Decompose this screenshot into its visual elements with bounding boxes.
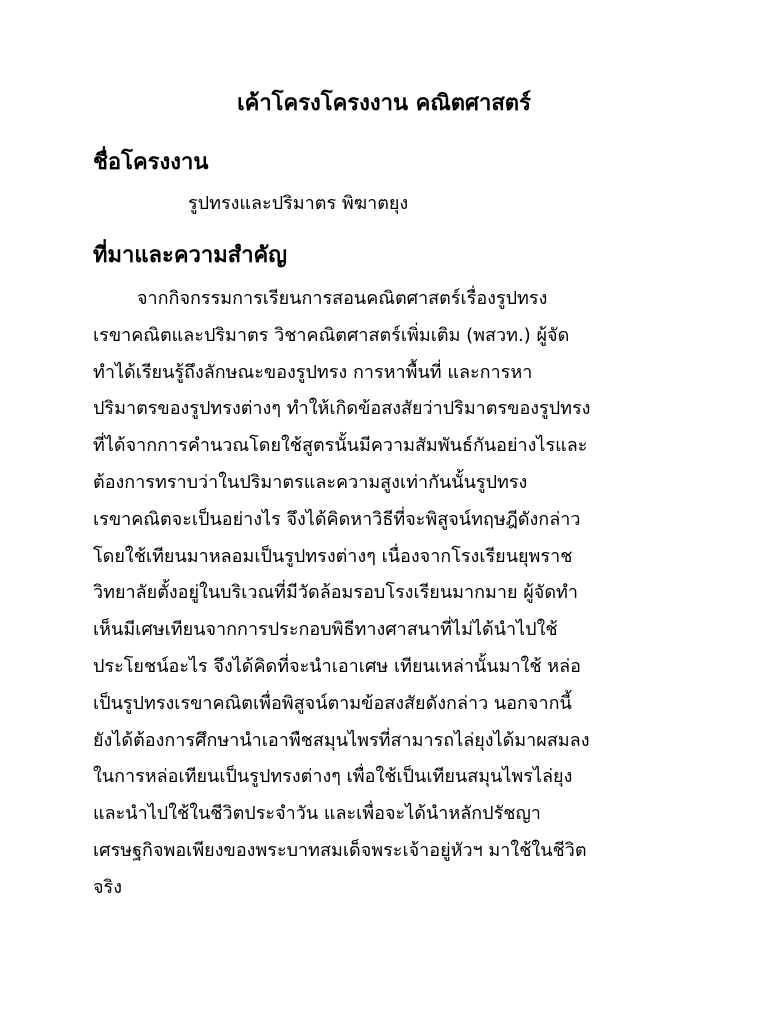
paragraph-line: และนำไปใช้ในชีวิตประจำวัน และเพื่อจะได้นำหลักปรัชญา: [93, 803, 541, 825]
paragraph-line: เรขาคณิตและปริมาตร วิชาคณิตศาสตร์เพิ่มเติม (พสวท.) ผู้จัด: [93, 324, 570, 346]
project-name-heading: ชื่อโครงงาน: [93, 150, 209, 175]
paragraph-line: ที่ได้จากการคำนวณโดยใช้สูตรนั้นมีความสัมพันธ์กันอย่างไรและ: [93, 435, 588, 457]
background-paragraph: [93, 281, 693, 907]
paragraph-line: จริง: [93, 876, 123, 898]
paragraph-line: ยังได้ต้องการศึกษานำเอาพืชสมุนไพรที่สามารถไล่ยุงได้มาผสมลง: [93, 729, 590, 751]
paragraph-line: โดยใช้เทียนมาหลอมเป็นรูปทรงต่างๆ เนื่องจากโรงเรียนยุพราช: [93, 545, 573, 567]
background-heading: ที่มาและความสำคัญ: [93, 243, 288, 268]
paragraph-line: เรขาคณิตจะเป็นอย่างไร จึงได้คิดหาวิธีที่จะพิสูจน์ทฤษฎีดังกล่าว: [93, 508, 581, 530]
paragraph-line: ทำได้เรียนรู้ถึงลักษณะของรูปทรง การหาพื้นที่ และการหา: [93, 361, 533, 383]
paragraph-line: จากกิจกรรมการเรียนการสอนคณิตศาสตร์เรื่องรูปทรง: [137, 288, 548, 309]
paragraph-line: ในการหล่อเทียนเป็นรูปทรงต่างๆ เพื่อใช้เป็นเทียนสมุนไพรไล่ยุง: [93, 766, 573, 788]
paragraph-line: เศรษฐกิจพอเพียงของพระบาทสมเด็จพระเจ้าอยู่หัวฯ มาใช้ในชีวิต: [93, 839, 587, 861]
project-name: รูปทรงและปริมาตร พิฆาตยุง: [188, 193, 409, 214]
paragraph-line: ปริมาตรของรูปทรงต่างๆ ทำให้เกิดข้อสงสัยว่าปริมาตรของรูปทรง: [93, 398, 591, 420]
paragraph-line: เห็นมีเศษเทียนจากการประกอบพิธีทางศาสนาที่ไม่ได้นำไปใช้: [93, 619, 558, 641]
document-title: เค้าโครงโครงงาน คณิตศาสตร์: [237, 91, 531, 116]
paragraph-line: วิทยาลัยตั้งอยู่ในบริเวณที่มีวัดล้อมรอบโรงเรียนมากมาย ผู้จัดทำ: [93, 582, 578, 604]
paragraph-line: เป็นรูปทรงเรขาคณิตเพื่อพิสูจน์ตามข้อสงสัยดังกล่าว นอกจากนี้: [93, 692, 572, 714]
paragraph-line: ต้องการทราบว่าในปริมาตรและความสูงเท่ากันนั้นรูปทรง: [93, 471, 528, 493]
paragraph-line: ประโยชน์อะไร จึงได้คิดที่จะนำเอาเศษ เทียนเหล่านั้นมาใช้ หล่อ: [93, 655, 581, 677]
